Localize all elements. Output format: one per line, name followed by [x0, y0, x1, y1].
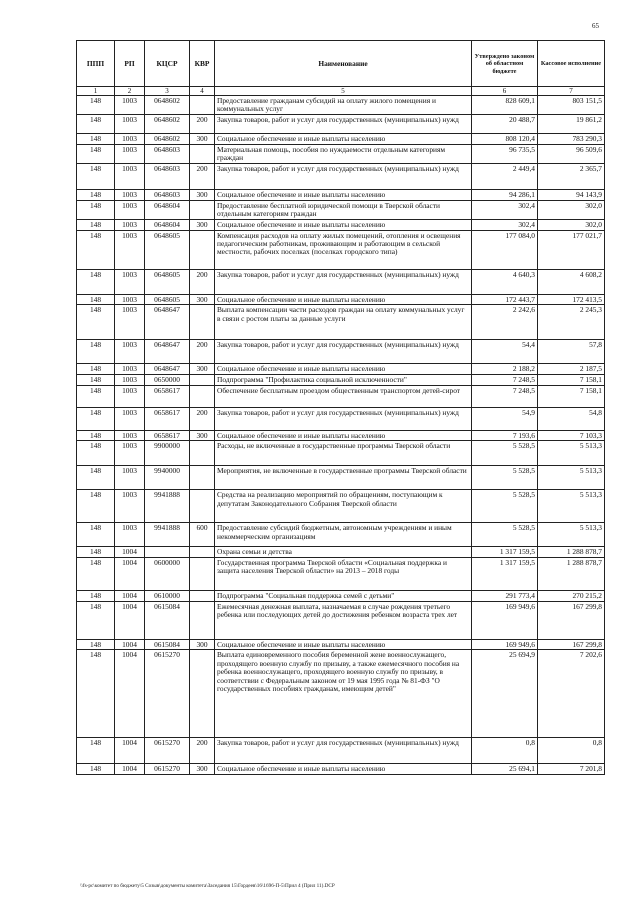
- cell-kcsr: 0648603: [145, 190, 190, 201]
- cell-approved: 2 188,2: [472, 364, 538, 375]
- cell-cash: 177 021,7: [538, 230, 605, 270]
- cell-kcsr: 0615084: [145, 601, 190, 639]
- cell-name: Закупка товаров, работ и услуг для государственных (муниципальных) нужд: [215, 270, 472, 294]
- cell-cash: 270 215,2: [538, 591, 605, 602]
- cell-rp: 1004: [115, 764, 145, 775]
- cell-approved: 4 640,3: [472, 270, 538, 294]
- cell-rp: 1003: [115, 490, 145, 523]
- table-row: [77, 639, 605, 650]
- header-name: Наименование: [215, 41, 472, 87]
- cell-kvr: [190, 200, 215, 219]
- cell-ppp: 148: [77, 738, 115, 764]
- cell-ppp: 148: [77, 601, 115, 639]
- cell-rp: 1004: [115, 650, 145, 738]
- cell-rp: 1003: [115, 164, 145, 190]
- page-number: 65: [592, 22, 599, 30]
- cell-kvr: 300: [190, 430, 215, 441]
- cell-kvr: [190, 650, 215, 738]
- cell-approved: 7 248,5: [472, 375, 538, 386]
- cell-kvr: 300: [190, 190, 215, 201]
- cell-approved: 7 248,5: [472, 385, 538, 408]
- cell-cash: 7 201,8: [538, 764, 605, 775]
- cell-kvr: [190, 441, 215, 465]
- cell-ppp: 148: [77, 591, 115, 602]
- cell-name: Закупка товаров, работ и услуг для государственных (муниципальных) нужд: [215, 738, 472, 764]
- cell-kvr: 300: [190, 764, 215, 775]
- cell-name: Социальное обеспечение и иные выплаты населению: [215, 764, 472, 775]
- cell-rp: 1004: [115, 591, 145, 602]
- cell-name: Закупка товаров, работ и услуг для государственных (муниципальных) нужд: [215, 340, 472, 364]
- cell-name: Закупка товаров, работ и услуг для государственных (муниципальных) нужд: [215, 115, 472, 134]
- cell-rp: 1004: [115, 547, 145, 558]
- cell-ppp: 148: [77, 385, 115, 408]
- table-row: [77, 764, 605, 775]
- table-row: [77, 230, 605, 270]
- column-number: 6: [472, 87, 538, 96]
- cell-name: Обеспечение бесплатным проездом общественным транспортом детей-сирот: [215, 385, 472, 408]
- cell-cash: 7 158,1: [538, 385, 605, 408]
- cell-ppp: 148: [77, 190, 115, 201]
- cell-kcsr: 0610000: [145, 591, 190, 602]
- cell-kvr: [190, 547, 215, 558]
- cell-cash: 7 103,3: [538, 430, 605, 441]
- cell-kvr: [190, 230, 215, 270]
- cell-rp: 1003: [115, 523, 145, 547]
- cell-rp: 1003: [115, 115, 145, 134]
- cell-ppp: 148: [77, 96, 115, 115]
- cell-approved: 169 949,6: [472, 639, 538, 650]
- cell-approved: 1 317 159,5: [472, 547, 538, 558]
- cell-rp: 1003: [115, 441, 145, 465]
- cell-ppp: 148: [77, 340, 115, 364]
- cell-name: Охрана семьи и детства: [215, 547, 472, 558]
- table-row: [77, 523, 605, 547]
- header-ppp: ППП: [77, 41, 115, 87]
- cell-rp: 1003: [115, 270, 145, 294]
- cell-kvr: [190, 601, 215, 639]
- cell-rp: 1003: [115, 220, 145, 231]
- table-row: [77, 96, 605, 115]
- cell-kcsr: 0648605: [145, 270, 190, 294]
- cell-ppp: 148: [77, 523, 115, 547]
- cell-kcsr: 0648647: [145, 340, 190, 364]
- cell-cash: 0,8: [538, 738, 605, 764]
- cell-approved: 302,4: [472, 200, 538, 219]
- column-number: 2: [115, 87, 145, 96]
- cell-cash: 302,0: [538, 220, 605, 231]
- cell-kcsr: 0615270: [145, 738, 190, 764]
- cell-name: Социальное обеспечение и иные выплаты населению: [215, 294, 472, 305]
- cell-kvr: 300: [190, 134, 215, 145]
- cell-approved: 302,4: [472, 220, 538, 231]
- cell-kvr: [190, 144, 215, 163]
- cell-ppp: 148: [77, 408, 115, 431]
- cell-ppp: 148: [77, 639, 115, 650]
- file-path-footer: \\fs-pc\комитет по бюджету\5 Созыв\документы комитета\Заседания 15\Гордеев\16\1696-П-5\Прил 4 (Прил 11).DCP: [80, 883, 335, 889]
- cell-kvr: [190, 558, 215, 591]
- cell-cash: 96 509,6: [538, 144, 605, 163]
- header-cash: Кассовое исполнение: [538, 41, 605, 87]
- cell-cash: 5 513,3: [538, 465, 605, 489]
- table-row: [77, 190, 605, 201]
- cell-name: Подпрограмма "Профилактика социальной исключенности": [215, 375, 472, 386]
- cell-cash: 1 288 878,7: [538, 547, 605, 558]
- cell-rp: 1003: [115, 294, 145, 305]
- cell-kcsr: 0600000: [145, 558, 190, 591]
- cell-name: Выплата компенсации части расходов граждан на оплату коммунальных услуг в связи с ростом платы за данные услуги: [215, 305, 472, 340]
- cell-cash: 7 158,1: [538, 375, 605, 386]
- cell-cash: 94 143,9: [538, 190, 605, 201]
- cell-approved: 54,4: [472, 340, 538, 364]
- cell-approved: 172 443,7: [472, 294, 538, 305]
- table-row: [77, 591, 605, 602]
- cell-approved: 2 242,6: [472, 305, 538, 340]
- cell-name: Социальное обеспечение и иные выплаты населению: [215, 134, 472, 145]
- table-row: [77, 375, 605, 386]
- cell-name: Социальное обеспечение и иные выплаты населению: [215, 220, 472, 231]
- cell-ppp: 148: [77, 144, 115, 163]
- cell-kcsr: 0615270: [145, 764, 190, 775]
- cell-ppp: 148: [77, 220, 115, 231]
- cell-rp: 1003: [115, 96, 145, 115]
- cell-ppp: 148: [77, 764, 115, 775]
- cell-ppp: 148: [77, 115, 115, 134]
- cell-name: Предоставление гражданам субсидий на оплату жилого помещения и коммунальных услуг: [215, 96, 472, 115]
- table-row: [77, 364, 605, 375]
- cell-kcsr: 0650000: [145, 375, 190, 386]
- cell-rp: 1003: [115, 340, 145, 364]
- cell-kcsr: 9940000: [145, 465, 190, 489]
- cell-rp: 1003: [115, 134, 145, 145]
- cell-name: Подпрограмма "Социальная поддержка семей с детьми": [215, 591, 472, 602]
- cell-cash: 803 151,5: [538, 96, 605, 115]
- cell-ppp: 148: [77, 650, 115, 738]
- cell-ppp: 148: [77, 270, 115, 294]
- cell-name: Мероприятия, не включенные в государственные программы Тверской области: [215, 465, 472, 489]
- cell-cash: 57,8: [538, 340, 605, 364]
- table-row: [77, 270, 605, 294]
- cell-kvr: 600: [190, 523, 215, 547]
- cell-kcsr: 0648647: [145, 364, 190, 375]
- cell-ppp: 148: [77, 430, 115, 441]
- cell-name: Выплата единовременного пособия беременной жене военнослужащего, проходящего военную службу по призыву, а также ежемесячного пособия на ребенка военнослужащего, проходящего военную службу по призыву, в соответствии с Федеральным законом от 19 мая 1995 года № 81-ФЗ "О государственных пособиях гражданам, имеющим детей": [215, 650, 472, 738]
- cell-approved: 5 528,5: [472, 465, 538, 489]
- cell-kcsr: 0615084: [145, 639, 190, 650]
- column-number: 5: [215, 87, 472, 96]
- cell-kcsr: 9900000: [145, 441, 190, 465]
- table-row: [77, 738, 605, 764]
- cell-ppp: 148: [77, 294, 115, 305]
- cell-cash: 172 413,5: [538, 294, 605, 305]
- cell-kcsr: 0658617: [145, 408, 190, 431]
- table-row: [77, 385, 605, 408]
- cell-name: Закупка товаров, работ и услуг для государственных (муниципальных) нужд: [215, 164, 472, 190]
- cell-approved: 169 949,6: [472, 601, 538, 639]
- table-body: [77, 96, 605, 775]
- table-row: [77, 115, 605, 134]
- column-number: 7: [538, 87, 605, 96]
- cell-kcsr: 0648604: [145, 200, 190, 219]
- cell-ppp: 148: [77, 200, 115, 219]
- table-row: [77, 164, 605, 190]
- cell-approved: 2 449,4: [472, 164, 538, 190]
- cell-cash: 4 608,2: [538, 270, 605, 294]
- table-row: [77, 441, 605, 465]
- cell-kvr: [190, 490, 215, 523]
- cell-kcsr: 0648602: [145, 115, 190, 134]
- header-approved: Утверждено законом об областном бюджете: [472, 41, 538, 87]
- cell-kcsr: 0648605: [145, 294, 190, 305]
- cell-approved: 1 317 159,5: [472, 558, 538, 591]
- cell-approved: 0,8: [472, 738, 538, 764]
- cell-approved: 177 084,0: [472, 230, 538, 270]
- table-row: [77, 408, 605, 431]
- table-row: [77, 134, 605, 145]
- table-row: [77, 650, 605, 738]
- cell-approved: 54,9: [472, 408, 538, 431]
- cell-ppp: 148: [77, 364, 115, 375]
- cell-rp: 1003: [115, 408, 145, 431]
- cell-name: Ежемесячная денежная выплата, назначаемая в случае рождения третьего ребенка или последующих детей до достижения ребенком возраста трех лет: [215, 601, 472, 639]
- cell-rp: 1003: [115, 144, 145, 163]
- cell-ppp: 148: [77, 375, 115, 386]
- cell-kcsr: 0648602: [145, 96, 190, 115]
- cell-kcsr: 0648603: [145, 164, 190, 190]
- cell-cash: 5 513,3: [538, 441, 605, 465]
- cell-approved: 94 286,1: [472, 190, 538, 201]
- cell-kvr: 300: [190, 220, 215, 231]
- cell-rp: 1004: [115, 601, 145, 639]
- cell-cash: 2 245,3: [538, 305, 605, 340]
- cell-kvr: 200: [190, 164, 215, 190]
- cell-ppp: 148: [77, 441, 115, 465]
- table-row: [77, 220, 605, 231]
- table-row: [77, 144, 605, 163]
- cell-rp: 1003: [115, 385, 145, 408]
- cell-rp: 1004: [115, 558, 145, 591]
- cell-name: Социальное обеспечение и иные выплаты населению: [215, 639, 472, 650]
- cell-approved: 808 120,4: [472, 134, 538, 145]
- cell-name: Расходы, не включенные в государственные программы Тверской области: [215, 441, 472, 465]
- cell-kvr: 300: [190, 364, 215, 375]
- cell-rp: 1003: [115, 190, 145, 201]
- cell-kcsr: 9941888: [145, 523, 190, 547]
- cell-approved: 20 488,7: [472, 115, 538, 134]
- cell-kcsr: 0648604: [145, 220, 190, 231]
- budget-table: [76, 40, 605, 775]
- column-number: 1: [77, 87, 115, 96]
- cell-kvr: [190, 385, 215, 408]
- table-row: [77, 305, 605, 340]
- cell-name: Предоставление субсидий бюджетным, автономным учреждениям и иным некоммерческим организациям: [215, 523, 472, 547]
- cell-ppp: 148: [77, 547, 115, 558]
- cell-cash: 7 202,6: [538, 650, 605, 738]
- column-number: 4: [190, 87, 215, 96]
- cell-cash: 167 299,8: [538, 601, 605, 639]
- cell-kvr: [190, 305, 215, 340]
- cell-cash: 2 187,5: [538, 364, 605, 375]
- cell-name: Предоставление бесплатной юридической помощи в Тверской области отдельным категориям граждан: [215, 200, 472, 219]
- cell-kvr: [190, 375, 215, 386]
- cell-kvr: [190, 465, 215, 489]
- cell-kvr: 300: [190, 294, 215, 305]
- cell-kcsr: [145, 547, 190, 558]
- column-numbers-row: [77, 87, 605, 96]
- cell-name: Материальная помощь, пособия по нуждаемости отдельным категориям граждан: [215, 144, 472, 163]
- cell-rp: 1004: [115, 639, 145, 650]
- cell-approved: 25 694,1: [472, 764, 538, 775]
- header-kvr: КВР: [190, 41, 215, 87]
- cell-name: Средства на реализацию мероприятий по обращениям, поступающим к депутатам Законодательного Собрания Тверской области: [215, 490, 472, 523]
- cell-approved: 5 528,5: [472, 441, 538, 465]
- table-row: [77, 547, 605, 558]
- cell-kvr: 200: [190, 340, 215, 364]
- cell-kvr: 300: [190, 639, 215, 650]
- cell-kcsr: 0648647: [145, 305, 190, 340]
- cell-kcsr: 0615270: [145, 650, 190, 738]
- cell-ppp: 148: [77, 164, 115, 190]
- cell-approved: 25 694,9: [472, 650, 538, 738]
- cell-kvr: 200: [190, 408, 215, 431]
- cell-cash: 2 365,7: [538, 164, 605, 190]
- cell-ppp: 148: [77, 305, 115, 340]
- table-row: [77, 200, 605, 219]
- header-kcsr: КЦСР: [145, 41, 190, 87]
- cell-ppp: 148: [77, 465, 115, 489]
- cell-ppp: 148: [77, 134, 115, 145]
- cell-approved: 291 773,4: [472, 591, 538, 602]
- cell-name: Социальное обеспечение и иные выплаты населению: [215, 364, 472, 375]
- cell-kvr: 200: [190, 270, 215, 294]
- header-rp: РП: [115, 41, 145, 87]
- cell-cash: 1 288 878,7: [538, 558, 605, 591]
- cell-approved: 828 609,1: [472, 96, 538, 115]
- cell-name: Социальное обеспечение и иные выплаты населению: [215, 430, 472, 441]
- cell-kcsr: 0648603: [145, 144, 190, 163]
- cell-approved: 5 528,5: [472, 523, 538, 547]
- cell-cash: 167 299,8: [538, 639, 605, 650]
- cell-rp: 1003: [115, 364, 145, 375]
- cell-kcsr: 0648602: [145, 134, 190, 145]
- cell-approved: 5 528,5: [472, 490, 538, 523]
- cell-name: Закупка товаров, работ и услуг для государственных (муниципальных) нужд: [215, 408, 472, 431]
- cell-cash: 783 290,3: [538, 134, 605, 145]
- cell-rp: 1003: [115, 465, 145, 489]
- cell-ppp: 148: [77, 230, 115, 270]
- table-row: [77, 340, 605, 364]
- table-row: [77, 430, 605, 441]
- cell-rp: 1003: [115, 430, 145, 441]
- cell-rp: 1004: [115, 738, 145, 764]
- cell-rp: 1003: [115, 305, 145, 340]
- column-number: 3: [145, 87, 190, 96]
- cell-cash: 54,8: [538, 408, 605, 431]
- cell-kvr: 200: [190, 738, 215, 764]
- table-row: [77, 601, 605, 639]
- cell-approved: 96 735,5: [472, 144, 538, 163]
- cell-ppp: 148: [77, 558, 115, 591]
- cell-cash: 302,0: [538, 200, 605, 219]
- cell-name: Социальное обеспечение и иные выплаты населению: [215, 190, 472, 201]
- cell-rp: 1003: [115, 375, 145, 386]
- cell-cash: 19 861,2: [538, 115, 605, 134]
- table-row: [77, 490, 605, 523]
- cell-kvr: [190, 591, 215, 602]
- cell-cash: 5 513,3: [538, 490, 605, 523]
- cell-name: Компенсация расходов на оплату жилых помещений, отопления и освещения педагогическим работникам, проживающим и работающим в сельской местности, рабочих поселках (поселках городского типа): [215, 230, 472, 270]
- table-row: [77, 294, 605, 305]
- cell-ppp: 148: [77, 490, 115, 523]
- table-row: [77, 558, 605, 591]
- table-row: [77, 465, 605, 489]
- cell-kcsr: 0658617: [145, 385, 190, 408]
- cell-approved: 7 193,6: [472, 430, 538, 441]
- cell-cash: 5 513,3: [538, 523, 605, 547]
- cell-kcsr: 0658617: [145, 430, 190, 441]
- cell-kcsr: 9941888: [145, 490, 190, 523]
- cell-kvr: [190, 96, 215, 115]
- cell-kvr: 200: [190, 115, 215, 134]
- cell-rp: 1003: [115, 200, 145, 219]
- cell-kcsr: 0648605: [145, 230, 190, 270]
- cell-name: Государственная программа Тверской области «Социальная поддержка и защита населения Тверской области» на 2013 – 2018 годы: [215, 558, 472, 591]
- cell-rp: 1003: [115, 230, 145, 270]
